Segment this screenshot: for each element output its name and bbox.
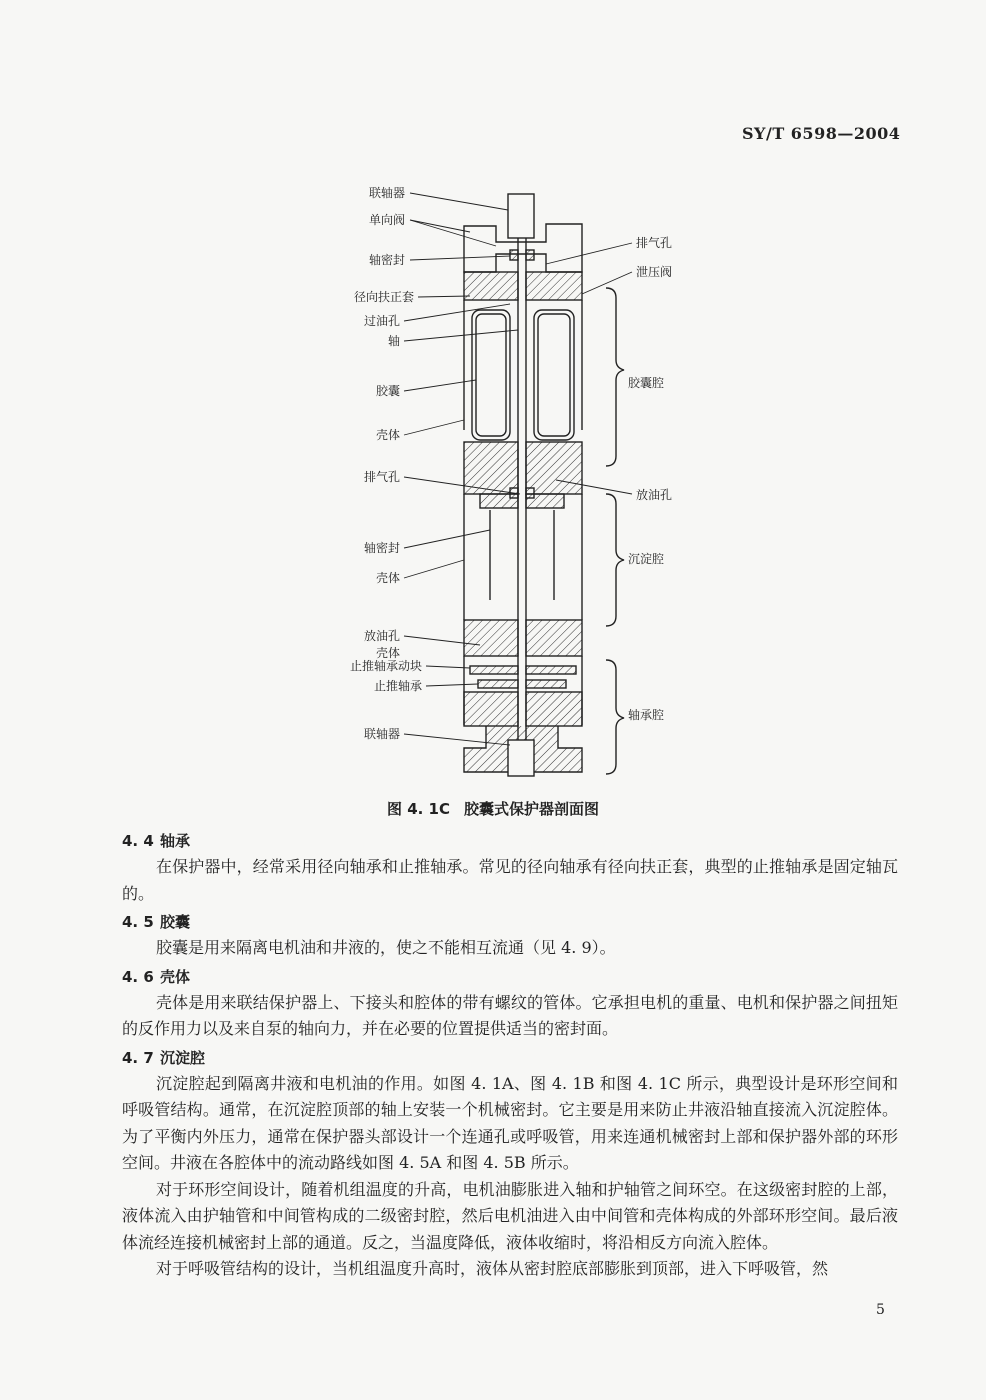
section-heading xyxy=(122,909,898,935)
label-vent-hole-mid: 排气孔 xyxy=(363,470,400,484)
bladder-right-shape xyxy=(534,310,574,440)
section-heading xyxy=(122,1045,898,1071)
thrust-runner-left xyxy=(470,666,518,674)
label-shaft: 轴 xyxy=(387,334,400,348)
label-drain-hole: 放油孔 xyxy=(636,488,673,502)
body-text xyxy=(122,826,898,1283)
paragraph: 沉淀腔起到隔离井液和电机油的作用。如图 4. 1A、图 4. 1B 和图 4. 1C 所示，典型设计是环形空间和呼吸管结构。通常，在沉淀腔顶部的轴上安装一个机械密封。它主要是用来防止井液沿轴直接流入沉淀腔体。为了平衡内外压力，通常在保护器头部设计一个连通孔或呼吸管，用来连通机械密封上部和保护器外部的环形空间。井液在各腔体中的流动路线如图 4. 5A 和图 4. 5B 所示。 xyxy=(122,1073,898,1172)
label-radial-bushing: 径向扶正套 xyxy=(353,290,414,304)
section-number: 4. 5 xyxy=(122,913,154,931)
protector-cross-section-figure xyxy=(320,180,700,780)
label-housing-low: 壳体 xyxy=(375,646,400,660)
bladder-chamber-bracket xyxy=(606,288,624,466)
label-relief-valve: 泄压阀 xyxy=(636,265,673,279)
middle-head-left-hatch xyxy=(464,442,518,494)
label-oil-hole: 过油孔 xyxy=(363,314,400,328)
section-title: 沉淀腔 xyxy=(160,1048,206,1067)
lower-head-right-hatch xyxy=(526,620,582,656)
figure-caption-title: 胶囊式保护器剖面图 xyxy=(464,800,600,818)
bottom-base-right-hatch xyxy=(526,692,582,726)
figure-caption xyxy=(0,798,986,819)
top-head-shape xyxy=(464,224,582,272)
label-check-valve: 单向阀 xyxy=(368,213,405,227)
label-thrust-runner: 止推轴承动块 xyxy=(349,659,422,673)
section-title: 轴承 xyxy=(160,832,191,850)
bottom-coupling-shape xyxy=(508,740,534,776)
lower-head-left-hatch xyxy=(464,620,518,656)
section-number: 4. 6 xyxy=(122,967,154,986)
page-number: 5 xyxy=(876,1302,885,1318)
section-heading xyxy=(122,828,898,854)
paragraph: 胶囊是用来隔离电机油和井液的，使之不能相互流通（见 4. 9）。 xyxy=(156,938,616,957)
paragraph: 对于呼吸管结构的设计，当机组温度升高时，液体从密封腔底部膨胀到顶部，进入下呼吸管，然 xyxy=(156,1259,829,1278)
bottom-base-left-hatch xyxy=(464,692,518,726)
label-coupling-top: 联轴器 xyxy=(368,186,405,200)
label-coupling-bottom: 联轴器 xyxy=(363,727,400,741)
label-shaft-seal-top: 轴密封 xyxy=(368,253,405,267)
upper-head-right-hatch xyxy=(526,272,582,300)
label-bearing-chamber: 轴承腔 xyxy=(628,708,665,722)
label-vent-hole-top: 排气孔 xyxy=(636,236,673,250)
paragraph: 壳体是用来联结保护器上、下接头和腔体的带有螺纹的管体。它承担电机的重量、电机和保护器之间扭矩的反作用力以及来自泵的轴向力，并在必要的位置提供适当的密封面。 xyxy=(122,992,898,1038)
settling-chamber-bracket xyxy=(606,494,624,626)
label-shaft-seal-mid: 轴密封 xyxy=(363,541,400,555)
standard-code: SY/T 6598—2004 xyxy=(742,124,901,143)
label-bladder-chamber: 胶囊腔 xyxy=(628,376,665,390)
paragraph: 对于环形空间设计，随着机组温度的升高，电机油膨胀进入轴和护轴管之间环空。在这级密封腔的上部，液体流入由护轴管和中间管构成的二级密封腔，然后电机油进入由中间管和壳体构成的外部环形空间。最后液体流经连接机械密封上部的通道。反之，当温度降低，液体收缩时，将沿相反方向流入腔体。 xyxy=(122,1179,898,1252)
label-drain-hole-low: 放油孔 xyxy=(363,629,400,643)
middle-head-right-hatch xyxy=(526,442,582,494)
figure-caption-number: 图 4. 1C xyxy=(386,800,450,818)
bearing-chamber-bracket xyxy=(606,660,624,774)
section-number: 4. 7 xyxy=(122,1048,154,1067)
label-bladder: 胶囊 xyxy=(375,384,400,398)
section-number: 4. 4 xyxy=(122,832,154,850)
upper-head-left-hatch xyxy=(464,272,518,300)
label-settling-chamber: 沉淀腔 xyxy=(628,552,665,566)
bladder-left-shape xyxy=(472,310,510,440)
thrust-runner-right xyxy=(526,666,576,674)
label-housing-top: 壳体 xyxy=(375,428,400,442)
paragraph: 在保护器中，经常采用径向轴承和止推轴承。常见的径向轴承有径向扶正套，典型的止推轴承是固定轴瓦的。 xyxy=(122,857,898,903)
section-title: 胶囊 xyxy=(160,913,191,931)
label-housing-mid: 壳体 xyxy=(375,571,400,585)
label-thrust-bearing: 止推轴承 xyxy=(373,679,422,693)
section-title: 壳体 xyxy=(160,967,191,986)
top-coupling-shape xyxy=(508,194,534,238)
section-heading xyxy=(122,964,898,990)
